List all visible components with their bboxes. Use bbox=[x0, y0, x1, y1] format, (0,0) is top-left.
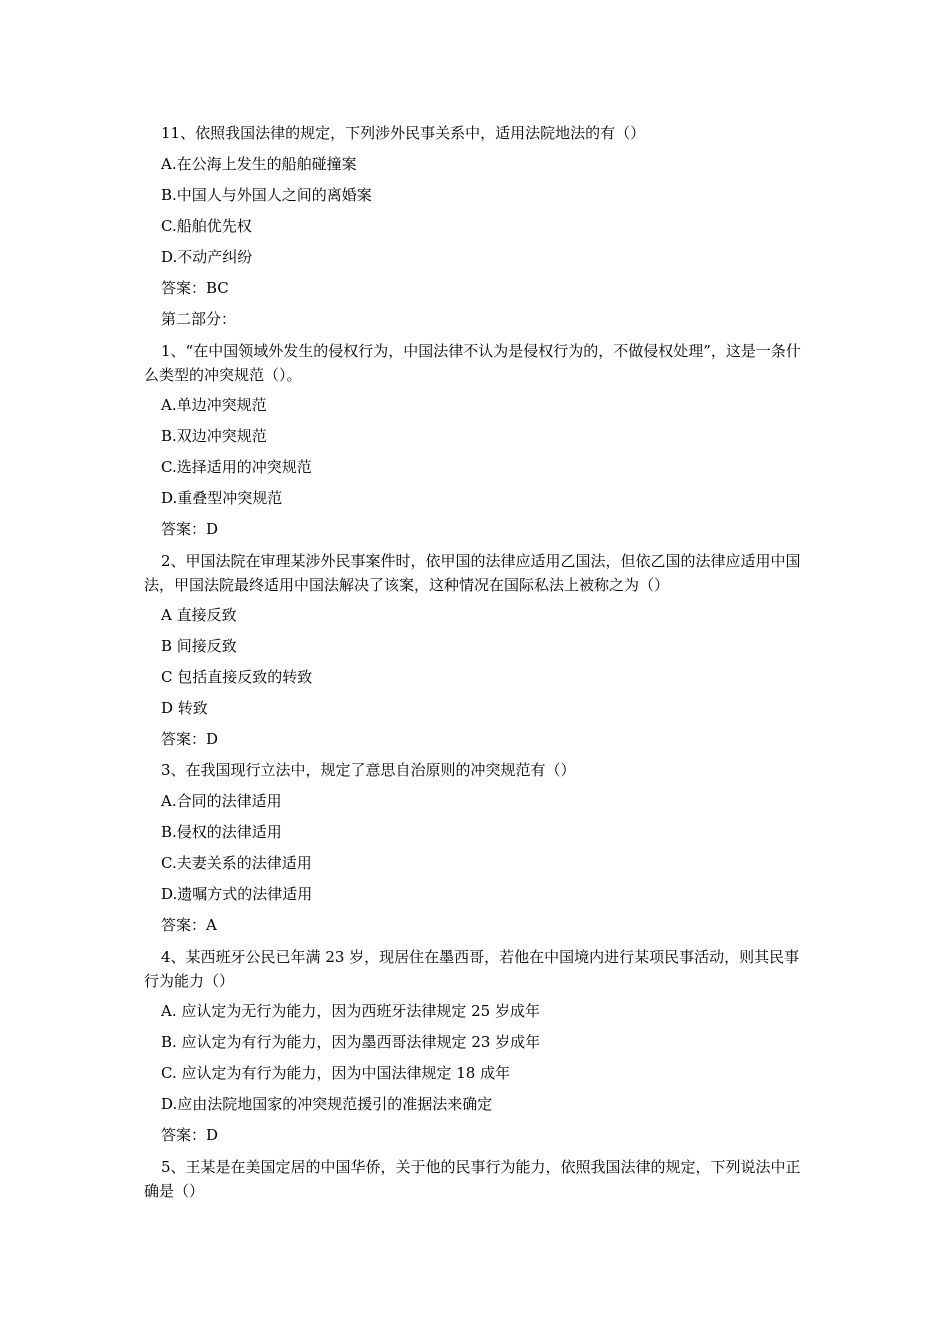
option-c: C 包括直接反致的转致 bbox=[161, 668, 313, 686]
question-5: 5、王某是在美国定居的中国华侨，关于他的民事行为能力，依照我国法律的规定，下列说法中正确是（） bbox=[144, 1158, 801, 1200]
option-d: D 转致 bbox=[161, 699, 208, 717]
option-a: A 直接反致 bbox=[161, 606, 237, 624]
question-11: 11、依照我国法律的规定，下列涉外民事关系中，适用法院地法的有（） bbox=[161, 124, 646, 142]
document-page bbox=[144, 122, 808, 1210]
option-a: A.单边冲突规范 bbox=[161, 396, 267, 414]
option-b: B.中国人与外国人之间的离婚案 bbox=[161, 186, 372, 204]
option-d: D.重叠型冲突规范 bbox=[161, 489, 283, 507]
option-b: B.双边冲突规范 bbox=[161, 427, 267, 445]
answer: 答案：D bbox=[161, 1126, 219, 1144]
question-3: 3、在我国现行立法中，规定了意思自治原则的冲突规范有（） bbox=[161, 761, 576, 779]
answer: 答案：A bbox=[161, 916, 217, 934]
option-a: A.在公海上发生的船舶碰撞案 bbox=[161, 155, 357, 173]
option-c: C.夫妻关系的法律适用 bbox=[161, 854, 312, 872]
option-c: C.船舶优先权 bbox=[161, 217, 252, 235]
section-heading: 第二部分： bbox=[161, 310, 237, 328]
option-c: C.选择适用的冲突规范 bbox=[161, 458, 312, 476]
option-d: D.遗嘱方式的法律适用 bbox=[161, 885, 313, 903]
option-b: B 间接反致 bbox=[161, 637, 237, 655]
option-c: C. 应认定为有行为能力，因为中国法律规定 18 成年 bbox=[161, 1064, 511, 1082]
option-a: A. 应认定为无行为能力，因为西班牙法律规定 25 岁成年 bbox=[161, 1002, 540, 1020]
option-d: D.不动产纠纷 bbox=[161, 248, 253, 266]
question-2: 2、甲国法院在审理某涉外民事案件时，依甲国的法律应适用乙国法，但依乙国的法律应适用中国法，甲国法院最终适用中国法解决了该案，这种情况在国际私法上被称之为（） bbox=[144, 552, 801, 594]
option-b: B.侵权的法律适用 bbox=[161, 823, 282, 841]
answer: 答案：BC bbox=[161, 279, 229, 297]
option-d: D.应由法院地国家的冲突规范援引的准据法来确定 bbox=[161, 1095, 493, 1113]
option-a: A.合同的法律适用 bbox=[161, 792, 282, 810]
option-b: B. 应认定为有行为能力，因为墨西哥法律规定 23 岁成年 bbox=[161, 1033, 541, 1051]
answer: 答案：D bbox=[161, 730, 219, 748]
question-4: 4、某西班牙公民已年满 23 岁，现居住在墨西哥，若他在中国境内进行某项民事活动，则其民事行为能力（） bbox=[144, 948, 800, 990]
answer: 答案：D bbox=[161, 520, 219, 538]
question-1: 1、“在中国领域外发生的侵权行为，中国法律不认为是侵权行为的，不做侵权处理”，这是一条什么类型的冲突规范（）。 bbox=[144, 342, 801, 384]
